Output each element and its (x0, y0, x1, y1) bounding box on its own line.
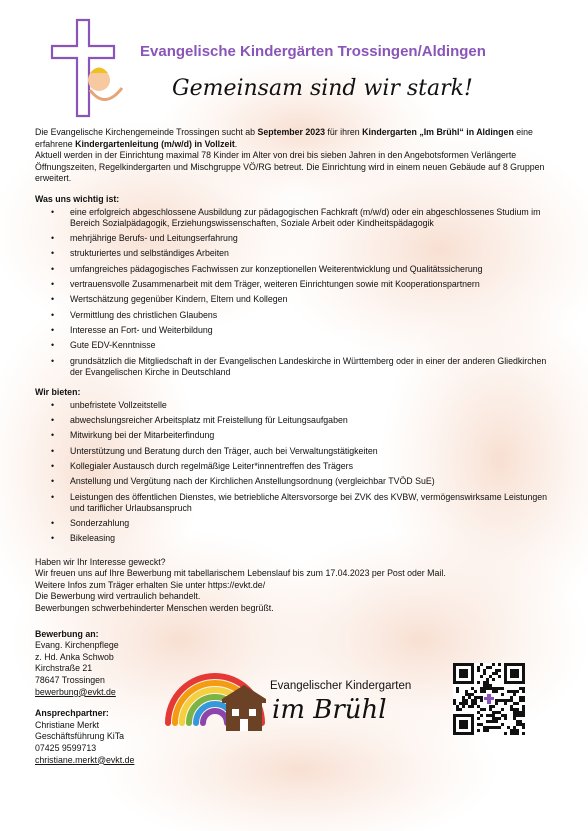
contact-line: Geschäftsführung KiTa (35, 731, 124, 742)
list-item: • Kollegialer Austausch durch regelmäßige Leiter*innentreffen des Trägers (35, 461, 560, 472)
list-item: • Interesse an Fort- und Weiterbildung (35, 325, 560, 336)
address-line: 78647 Trossingen (35, 675, 105, 686)
rainbow-logo-icon (160, 655, 270, 735)
closing-line: Die Bewerbung wird vertraulich behandelt. (35, 591, 201, 602)
list-item: • vertrauensvolle Zusammenarbeit mit dem Träger, weiteren Einrichtungen sowie mit Kooperationspartnern (35, 279, 560, 290)
list-item: • Anstellung und Vergütung nach der Kirchlichen Anstellungsordnung (vergleichbar TVÖD SuE) (35, 476, 560, 487)
list-item: • Mitwirkung bei der Mitarbeiterfindung (35, 430, 560, 441)
closing-line: Weitere Infos zum Träger erhalten Sie unter https://evkt.de/ (35, 579, 266, 590)
list-item: • grundsätzlich die Mitgliedschaft in der Evangelischen Landeskirche in Württemberg oder in einer der anderen Gliedkirchen der Evangelischen Kirche in Deutschland (35, 356, 560, 379)
section-heading-important: Was uns wichtig ist: (35, 193, 120, 204)
qr-code-icon[interactable] (453, 663, 525, 735)
list-item: • Bikeleasing (35, 533, 560, 544)
closing-line: Bewerbungen schwerbehinderter Menschen werden begrüßt. (35, 603, 274, 614)
application-email-link[interactable]: bewerbung@evkt.de (35, 686, 116, 697)
intro-paragraph: Die Evangelische Kirchengemeinde Trossingen sucht ab September 2023 für ihren Kindergarten „Im Brühl“ in Aldingen eine erfahrene Kindergartenleitung (m/w/d) in Vollzeit. (35, 127, 533, 149)
contact-line: Christiane Merkt (35, 719, 100, 730)
cross-logo-icon (50, 18, 135, 118)
application-heading: Bewerbung an: (35, 628, 99, 639)
contact-line: 07425 9599713 (35, 743, 97, 753)
slogan: Gemeinsam sind wir stark! (172, 76, 473, 101)
list-item: • abwechslungsreicher Arbeitsplatz mit Freistellung für Leitungsaufgaben (35, 415, 560, 426)
address-line: Evang. Kirchenpflege (35, 640, 119, 651)
list-item: • Vermittlung des christlichen Glaubens (35, 310, 560, 321)
list-item: • Leistungen des öffentlichen Dienstes, wie betriebliche Altersvorsorge bei ZVK des KVBW, vermögenswirksame Leistungen und tariflicher Urlaubsanspruch (35, 492, 560, 515)
offer-list (35, 400, 560, 545)
contact-heading: Ansprechpartner: (35, 708, 109, 719)
address-line: z. Hd. Anka Schwob (35, 651, 114, 662)
list-item: • umfangreiches pädagogisches Fachwissen zur konzeptionellen Weiterentwicklung und Qualitätssicherung (35, 264, 560, 275)
org-title: Evangelische Kindergärten Trossingen/Aldingen (140, 43, 486, 60)
closing-line: Haben wir Ihr Interesse geweckt? (35, 556, 166, 567)
list-item: • strukturiertes und selbständiges Arbeiten (35, 248, 560, 259)
section-heading-offer: Wir bieten: (35, 387, 81, 398)
list-item: • Gute EDV-Kenntnisse (35, 340, 560, 351)
closing-line: Wir freuen uns auf Ihre Bewerbung mit tabellarischem Lebenslauf bis zum 17.04.2023 per Post oder Mail. (35, 568, 446, 579)
list-item: • Sonderzahlung (35, 518, 560, 529)
list-item: • mehrjährige Berufs- und Leitungserfahrung (35, 233, 560, 244)
important-list (35, 207, 560, 379)
list-item: • eine erfolgreich abgeschlossene Ausbildung zur pädagogischen Fachkraft (m/w/d) oder ein abgeschlossenes Studium im Bereich Sozialpädagogik, Erziehungswissenschaften, Soziale Arbeit oder Kindheitspädagogik (35, 207, 560, 230)
logo-text-line1: Evangelischer Kindergarten (270, 680, 412, 692)
intro-paragraph-2: Aktuell werden in der Einrichtung maximal 78 Kinder im Alter von drei bis sieben Jahren in den Angebotsformen Verlängerte Öffnungszeiten, Regelkindergarten und Mischgruppe VÖ/RG betreut. Die Einrichtung wird in einem neuen Gebäude auf 8 Gruppen erweitert. (35, 150, 545, 184)
address-line: Kirchstraße 21 (35, 663, 93, 674)
list-item: • unbefristete Vollzeitstelle (35, 400, 560, 411)
contact-email-link[interactable]: christiane.merkt@evkt.de (35, 754, 135, 765)
logo-text-line2: im Brühl (272, 695, 387, 725)
list-item: • Wertschätzung gegenüber Kindern, Eltern und Kollegen (35, 294, 560, 305)
list-item: • Unterstützung und Beratung durch den Träger, auch bei Verwaltungstätigkeiten (35, 446, 560, 457)
